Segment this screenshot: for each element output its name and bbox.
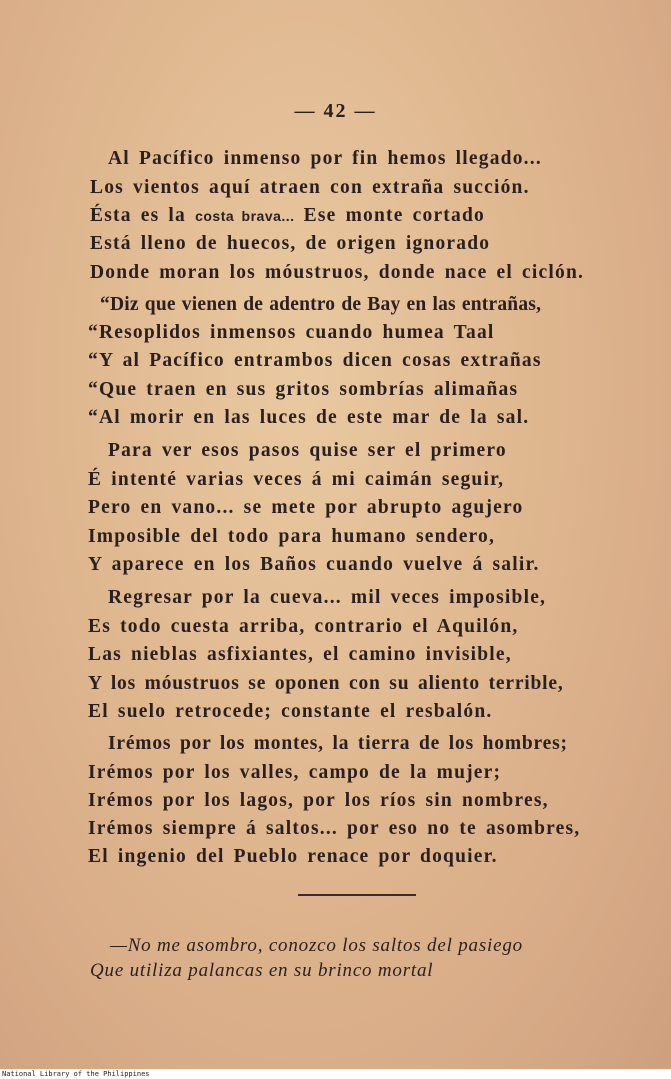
poem-line: Los vientos aquí atraen con extraña succión. — [90, 177, 530, 198]
footnote-line: —No me asombro, conozco los saltos del pasiego — [110, 935, 523, 956]
poem-line: “Que traen en sus gritos sombrías alimañas — [88, 379, 519, 400]
poem-line: “Y al Pacífico entrambos dicen cosas extrañas — [88, 350, 542, 371]
poem-line: “Al morir en las luces de este mar de la sal. — [88, 407, 530, 428]
poem-line: Irémos por los lagos, por los ríos sin nombres, — [88, 790, 549, 811]
poem-line: Y aparece en los Baños cuando vuelve á salir. — [88, 554, 540, 575]
poem-line: “Resoplidos inmensos cuando humea Taal — [88, 322, 495, 343]
poem-line: El ingenio del Pueblo renace por doquier. — [88, 846, 498, 867]
line-text: Ésta es la — [90, 205, 196, 226]
poem-line: É intenté varias veces á mi caimán seguir, — [88, 469, 505, 490]
poem-line: Irémos siempre á saltos... por eso no te asombres, — [88, 818, 581, 839]
line-text: Ese monte cortado — [294, 205, 485, 226]
poem-line: Y los móustruos se oponen con su aliento terrible, — [88, 673, 564, 694]
poem-line: Regresar por la cueva... mil veces imposible, — [108, 587, 547, 608]
poem-line: Pero en vano... se mete por abrupto agujero — [88, 497, 524, 518]
poem-line: Irémos por los valles, campo de la mujer; — [88, 762, 502, 783]
poem-line: “Diz que vienen de adentro de Bay en las entrañas, — [100, 294, 542, 315]
poem-line: Las nieblas asfixiantes, el camino invisible, — [88, 644, 512, 665]
poem-line: Irémos por los montes, la tierra de los hombres; — [108, 733, 568, 754]
poem-line: El suelo retrocede; constante el resbalón. — [88, 701, 493, 722]
section-divider — [298, 894, 416, 896]
poem-line: Para ver esos pasos quise ser el primero — [108, 440, 507, 461]
poem-line: Imposible del todo para humano sendero, — [88, 526, 496, 547]
poem-line: Está lleno de huecos, de origen ignorado — [90, 233, 491, 254]
poem-line: Donde moran los móustruos, donde nace el ciclón. — [90, 262, 585, 283]
poem-line: Es todo cuesta arriba, contrario el Aquilón, — [88, 616, 519, 637]
footnote-line: Que utiliza palancas en su brinco mortal — [90, 960, 434, 981]
poem-line — [90, 205, 485, 227]
small-caps-text: costa brava... — [195, 208, 295, 224]
poem-line: Al Pacífico inmenso por fin hemos llegado... — [108, 148, 542, 169]
library-credit: National Library of the Philippines — [0, 1069, 671, 1079]
page-number: — 42 — — [294, 100, 377, 122]
